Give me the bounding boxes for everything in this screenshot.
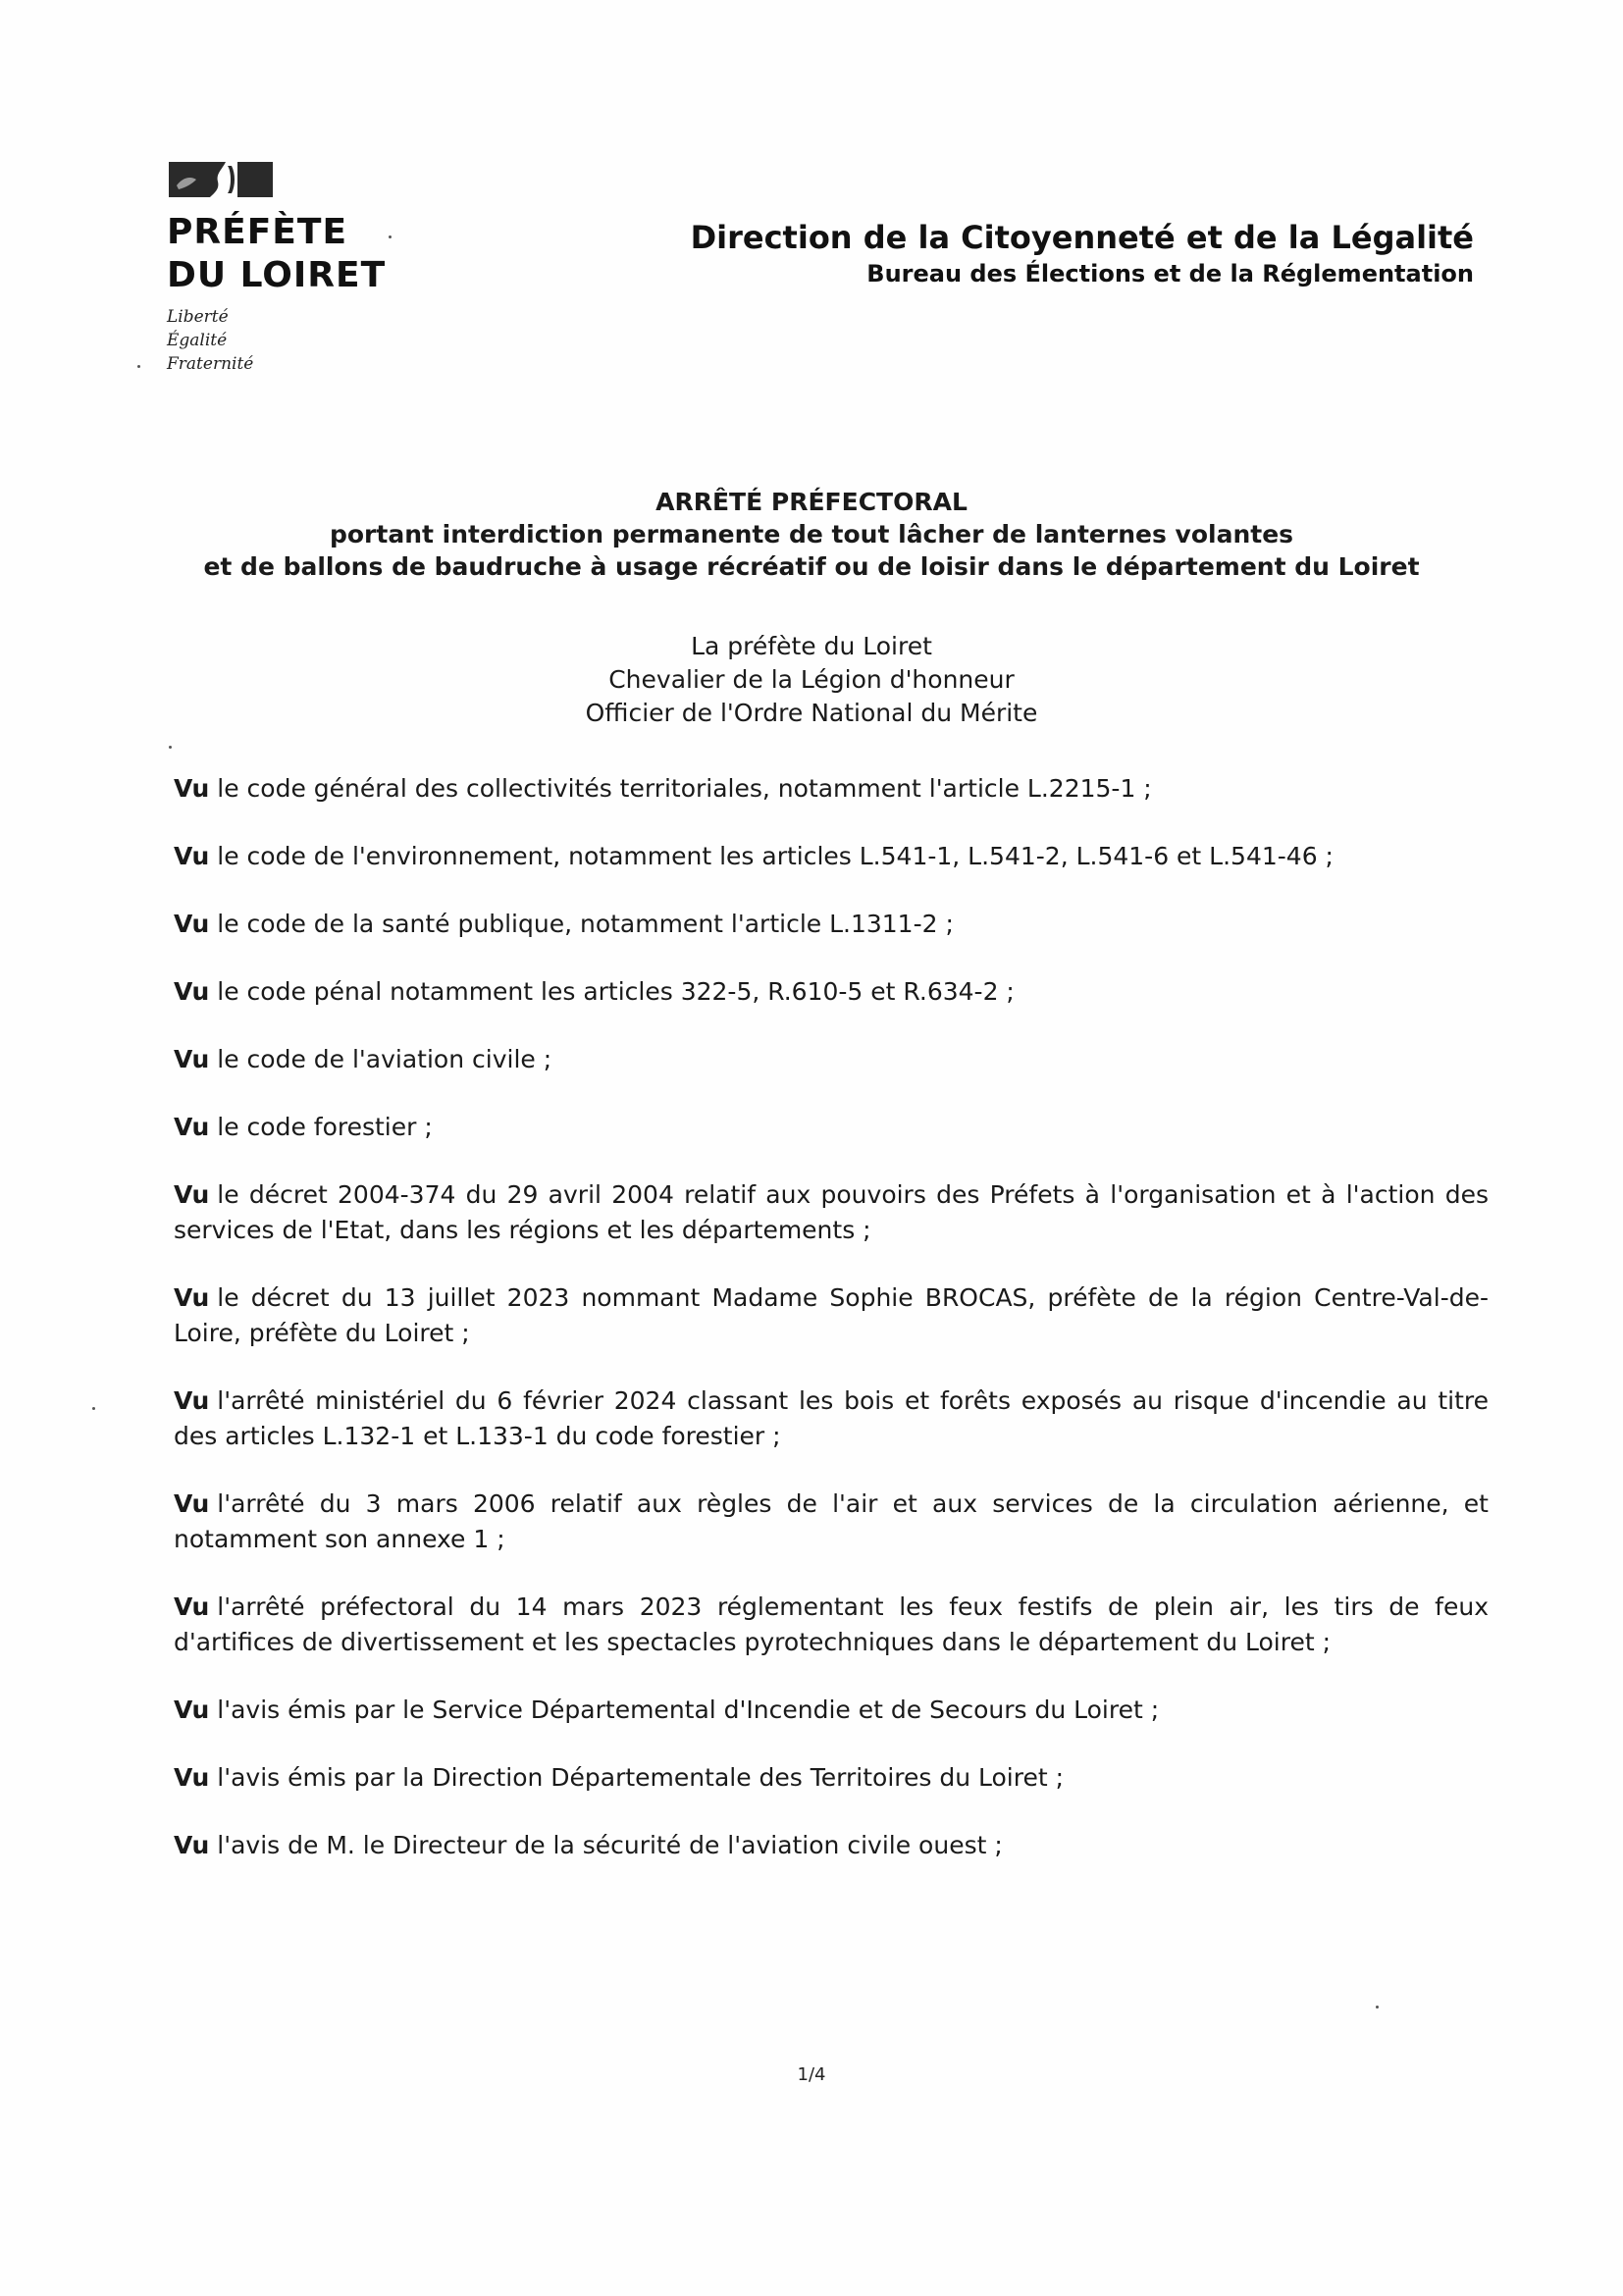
marianne-logo-icon [167,160,275,199]
vu-keyword: Vu [174,910,210,938]
vu-text: l'arrêté préfectoral du 14 mars 2023 réglementant les feux festifs de plein air, les tirs de feux d'artifices de divertissement et les spectacles pyrotechniques dans le département du Loiret ; [174,1592,1489,1656]
authority-line1: La préfète du Loiret [691,632,932,660]
arrete-subtitle-line2: et de ballons de baudruche à usage récréatif ou de loisir dans le département du Loiret [203,552,1420,581]
vu-text: l'arrêté ministériel du 6 février 2024 classant les bois et forêts exposés au risque d'incendie au titre des articles L.132-1 et L.133-1 du code forestier ; [174,1386,1489,1450]
vu-item [174,771,1489,807]
vu-item [174,1590,1489,1660]
vu-text: le code forestier ; [217,1113,433,1141]
vu-keyword: Vu [174,1386,210,1415]
vu-item [174,1828,1489,1863]
vu-item [174,1280,1489,1351]
vu-considerations-list [174,771,1489,1896]
vu-text: le code de l'aviation civile ; [217,1045,552,1073]
bureau-title: Bureau des Élections et de la Réglementation [866,260,1474,287]
vu-keyword: Vu [174,1831,210,1859]
prefecture-name-line1: PRÉFÈTE [167,212,348,252]
vu-item [174,1693,1489,1728]
authority-line2: Chevalier de la Légion d'honneur [608,665,1015,694]
direction-title: Direction de la Citoyenneté et de la Légalité [690,219,1474,256]
vu-text: le code de l'environnement, notamment les articles L.541-1, L.541-2, L.541-6 et L.541-46 ; [217,842,1334,870]
vu-keyword: Vu [174,1283,210,1312]
scan-speck [92,1407,95,1410]
scan-speck [137,365,140,368]
vu-item [174,1110,1489,1145]
authority-line3: Officier de l'Ordre National du Mérite [585,699,1038,727]
vu-keyword: Vu [174,1592,210,1621]
vu-item [174,1177,1489,1248]
vu-item [174,974,1489,1010]
vu-keyword: Vu [174,977,210,1006]
prefecture-logo-block [167,160,422,376]
vu-text: l'arrêté du 3 mars 2006 relatif aux règles de l'air et aux services de la circulation aérienne, et notamment son annexe 1 ; [174,1489,1489,1553]
vu-text: l'avis émis par la Direction Départementale des Territoires du Loiret ; [217,1763,1065,1792]
vu-keyword: Vu [174,1113,210,1141]
scan-speck [169,746,172,749]
scan-speck [1376,2006,1379,2009]
motto-fraternite: Fraternité [167,354,254,374]
vu-text: le code de la santé publique, notamment l'article L.1311-2 ; [217,910,954,938]
vu-text: l'avis émis par le Service Départemental d'Incendie et de Secours du Loiret ; [217,1696,1160,1724]
vu-text: le code général des collectivités territoriales, notamment l'article L.2215-1 ; [217,774,1152,803]
arrete-title: ARRÊTÉ PRÉFECTORAL [655,488,968,516]
vu-keyword: Vu [174,1696,210,1724]
motto-liberte: Liberté [167,307,229,327]
vu-item [174,1383,1489,1454]
vu-text: le décret 2004-374 du 29 avril 2004 relatif aux pouvoirs des Préfets à l'organisation et à l'action des services de l'Etat, dans les régions et les départements ; [174,1180,1489,1244]
vu-keyword: Vu [174,1489,210,1518]
republic-motto [167,305,422,376]
prefecture-name [167,211,422,297]
vu-keyword: Vu [174,1180,210,1209]
vu-text: le décret du 13 juillet 2023 nommant Madame Sophie BROCAS, préfète de la région Centre-Val-de-Loire, préfète du Loiret ; [174,1283,1489,1347]
vu-item [174,839,1489,874]
vu-item [174,1042,1489,1077]
vu-keyword: Vu [174,774,210,803]
vu-keyword: Vu [174,842,210,870]
vu-text: l'avis de M. le Directeur de la sécurité de l'aviation civile ouest ; [217,1831,1003,1859]
motto-egalite: Égalité [167,331,228,350]
arrete-title-block [147,487,1476,583]
vu-text: le code pénal notamment les articles 322-5, R.610-5 et R.634-2 ; [217,977,1015,1006]
authority-block [147,630,1476,730]
arrete-subtitle-line1: portant interdiction permanente de tout lâcher de lanternes volantes [329,520,1294,548]
prefecture-name-line2: DU LOIRET [167,255,387,295]
vu-item [174,1487,1489,1557]
vu-item [174,1760,1489,1796]
page-number: 1/4 [797,2064,826,2085]
vu-item [174,907,1489,942]
vu-keyword: Vu [174,1045,210,1073]
scan-speck [389,235,392,238]
vu-keyword: Vu [174,1763,210,1792]
direction-heading [691,218,1474,290]
